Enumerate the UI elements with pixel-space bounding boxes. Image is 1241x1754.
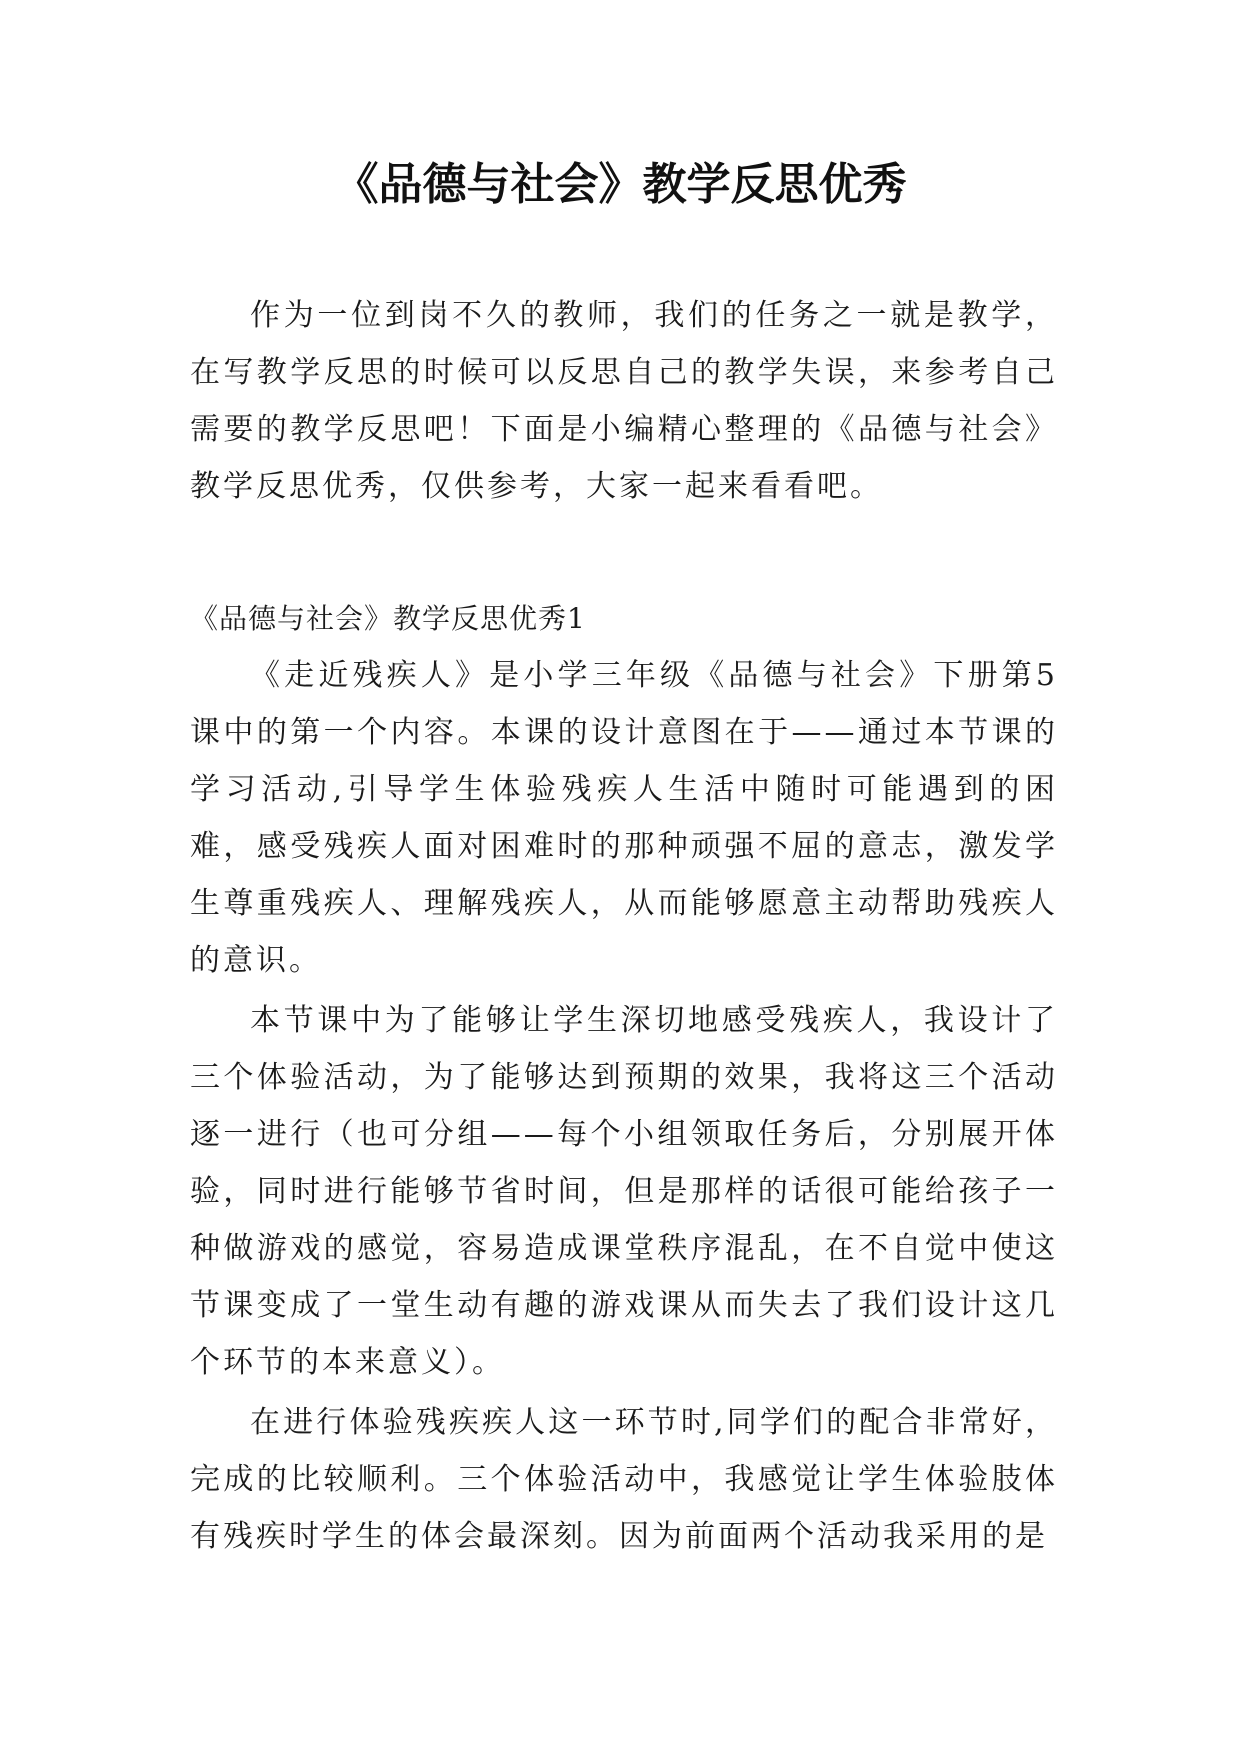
section-heading: 《品德与社会》教学反思优秀1 <box>190 602 586 635</box>
body-paragraph: 《走近残疾人》是小学三年级《品德与社会》下册第5课中的第一个内容。本课的设计意图在于——通过本节课的学习活动,引导学生体验残疾人生活中随时可能遇到的困难，感受残疾人面对困难时的那种顽强不屈的意志，激发学生尊重残疾人、理解残疾人，从而能够愿意主动帮助残疾人的意识。 <box>190 658 1058 978</box>
intro-paragraph: 作为一位到岗不久的教师，我们的任务之一就是教学，在写教学反思的时候可以反思自己的教学失误，来参考自己需要的教学反思吧！下面是小编精心整理的《品德与社会》教学反思优秀，仅供参考，大家一起来看看吧。 <box>190 298 1058 504</box>
body-paragraph: 本节课中为了能够让学生深切地感受残疾人，我设计了三个体验活动，为了能够达到预期的效果，我将这三个活动逐一进行（也可分组——每个小组领取任务后，分别展开体验，同时进行能够节省时间，但是那样的话很可能给孩子一种做游戏的感觉，容易造成课堂秩序混乱，在不自觉中使这节课变成了一堂生动有趣的游戏课从而失去了我们设计这几个环节的本来意义）。 <box>190 1003 1058 1380</box>
document-title: 《品德与社会》教学反思优秀 <box>334 159 907 210</box>
document-body <box>190 287 1058 1565</box>
body-paragraph: 在进行体验残疾疾人这一环节时,同学们的配合非常好，完成的比较顺利。三个体验活动中，我感觉让学生体验肢体有残疾时学生的体会最深刻。因为前面两个活动我采用的是 <box>190 1405 1058 1554</box>
